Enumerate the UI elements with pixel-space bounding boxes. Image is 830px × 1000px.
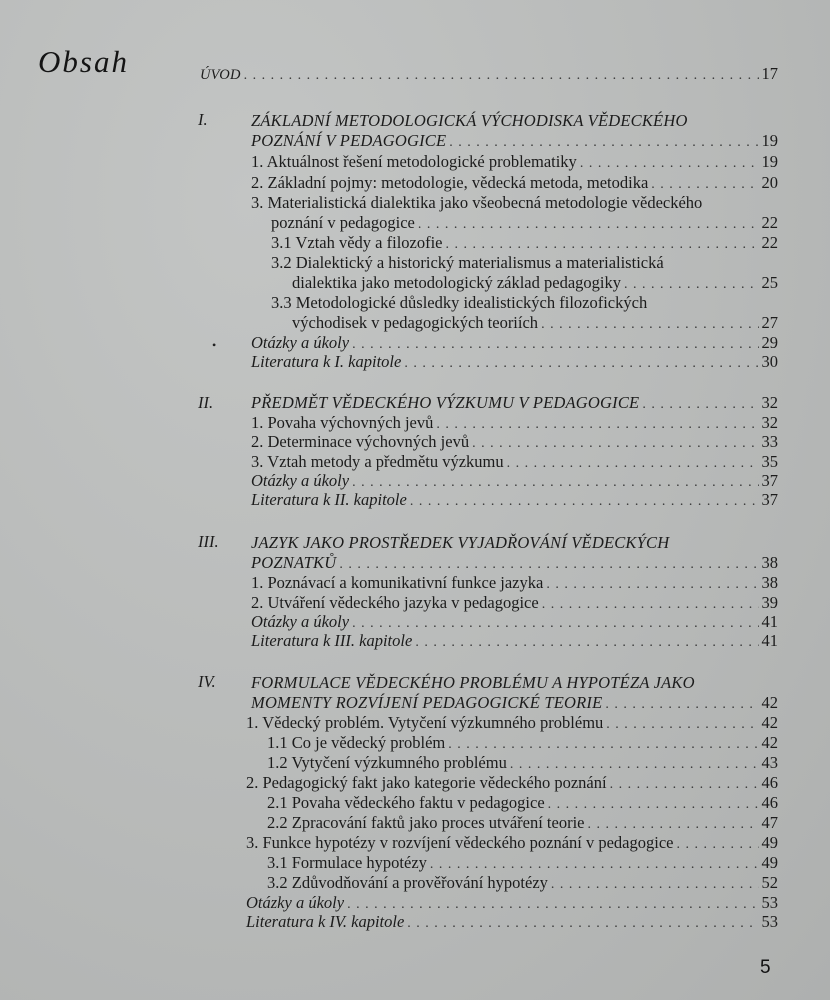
toc-entry-questions[interactable]: [246, 893, 778, 914]
leader-dots: [546, 575, 758, 594]
chapter-numeral: IV.: [198, 672, 216, 691]
leader-dots: [642, 395, 758, 414]
toc-entry[interactable]: [251, 452, 778, 473]
toc-page-number: 17: [761, 64, 778, 83]
toc-page-number: 25: [761, 273, 778, 292]
toc-page-number: 37: [761, 471, 778, 490]
leader-dots: [624, 275, 759, 294]
toc-entry-title: 3.1 Formulace hypotézy: [267, 853, 427, 872]
toc-entry[interactable]: [267, 753, 778, 774]
chapter-title-line: POZNÁNÍ V PEDAGOGICE: [251, 131, 447, 150]
leader-dots: [606, 715, 758, 734]
chapter-numeral: III.: [198, 532, 219, 551]
toc-page-number: 22: [761, 233, 778, 252]
leader-dots: [610, 775, 759, 794]
leader-dots: [449, 133, 758, 152]
toc-page-number: 49: [761, 853, 778, 872]
toc-entry-title: 1. Povaha výchovných jevů: [251, 413, 434, 432]
toc-entry-title: 2.2 Zpracování faktů jako proces utváření teorie: [267, 813, 585, 832]
chapter-title-line: JAZYK JAKO PROSTŘEDEK VYJADŘOVÁNÍ VĚDECKÝCH: [251, 533, 670, 552]
toc-page-number: 41: [761, 631, 778, 650]
toc-entry-title: Otázky a úkoly: [251, 333, 350, 352]
leader-dots: [404, 354, 758, 373]
toc-entry-title: Otázky a úkoly: [251, 471, 350, 490]
toc-entry-intro[interactable]: [200, 64, 778, 85]
toc-entry-title: 1.1 Co je vědecký problém: [267, 733, 446, 752]
toc-entry-literature[interactable]: [251, 631, 778, 652]
toc-page-number: 39: [761, 593, 778, 612]
toc-page-number: 52: [761, 873, 778, 892]
toc-entry-title: Otázky a úkoly: [246, 893, 345, 912]
toc-entry-title: 2.1 Povaha vědeckého faktu v pedagogice: [267, 793, 545, 812]
toc-entry-questions[interactable]: [251, 612, 778, 633]
toc-entry-title: Literatura k I. kapitole: [251, 352, 402, 371]
toc-entry[interactable]: [267, 873, 778, 894]
toc-entry-title-line: 3.3 Metodologické důsledky idealistických filozofických: [271, 293, 648, 312]
toc-page-number: 32: [761, 413, 778, 432]
toc-entry-literature[interactable]: [251, 490, 778, 511]
toc-chapter-2[interactable]: [251, 393, 778, 414]
leader-dots: [448, 735, 758, 754]
toc-entry-questions[interactable]: [251, 471, 778, 492]
stray-mark: •: [212, 338, 217, 352]
toc-page-number: 46: [761, 773, 778, 792]
toc-entry[interactable]: [251, 573, 778, 594]
toc-page-number: 19: [761, 152, 778, 171]
toc-page-number: 53: [761, 912, 778, 931]
toc-entry[interactable]: [246, 713, 778, 734]
leader-dots: [446, 235, 759, 254]
toc-page-number: 43: [761, 753, 778, 772]
leader-dots: [676, 835, 758, 854]
toc-entry[interactable]: [251, 432, 778, 453]
leader-dots: [651, 175, 758, 194]
toc-chapter-3[interactable]: [251, 553, 778, 574]
toc-entry[interactable]: [271, 233, 778, 254]
toc-entry[interactable]: [251, 173, 778, 194]
leader-dots: [551, 875, 759, 894]
toc-entry-title-line: 3. Materialistická dialektika jako všeobecná metodologie vědeckého: [251, 193, 703, 212]
toc-entry-title: 2. Základní pojmy: metodologie, vědecká metoda, metodika: [251, 173, 649, 192]
toc-entry[interactable]: [292, 313, 778, 334]
toc-page-number: 37: [761, 490, 778, 509]
toc-entry-title: Otázky a úkoly: [251, 612, 350, 631]
toc-page-number: 38: [761, 573, 778, 592]
toc-page-number: 27: [761, 313, 778, 332]
toc-page-number: 20: [761, 173, 778, 192]
toc-entry[interactable]: [251, 593, 778, 614]
toc-entry-literature[interactable]: [251, 352, 778, 373]
leader-dots: [510, 755, 759, 774]
toc-page-number: 42: [761, 713, 778, 732]
toc-entry-title: Literatura k III. kapitole: [251, 631, 413, 650]
toc-chapter-1[interactable]: [251, 131, 778, 152]
toc-page-number: 42: [761, 733, 778, 752]
toc-page-number: 30: [761, 352, 778, 371]
toc-entry-title: 1. Poznávací a komunikativní funkce jazyka: [251, 573, 544, 592]
toc-entry[interactable]: [267, 853, 778, 874]
toc-entry-title: 3.2 Zdůvodňování a prověřování hypotézy: [267, 873, 548, 892]
leader-dots: [244, 66, 759, 85]
toc-entry-title: 1. Vědecký problém. Vytyčení výzkumného problému: [246, 713, 604, 732]
leader-dots: [407, 914, 758, 933]
leader-dots: [548, 795, 759, 814]
toc-entry-title: 3. Vztah metody a předmětu výzkumu: [251, 452, 504, 471]
toc-chapter-4[interactable]: [251, 693, 778, 714]
toc-page-number: 19: [761, 131, 778, 150]
page-heading: Obsah: [38, 44, 129, 79]
toc-entry-title: Literatura k IV. kapitole: [246, 912, 405, 931]
leader-dots: [605, 695, 758, 714]
toc-entry-title: východisek v pedagogických teoriích: [292, 313, 539, 332]
toc-entry[interactable]: [267, 793, 778, 814]
toc-page-number: 33: [761, 432, 778, 451]
leader-dots: [410, 492, 759, 511]
leader-dots: [580, 154, 759, 173]
toc-page-number: 22: [761, 213, 778, 232]
toc-entry-questions[interactable]: [251, 333, 778, 354]
toc-entry[interactable]: [251, 413, 778, 434]
toc-page-number: 42: [761, 693, 778, 712]
leader-dots: [430, 855, 759, 874]
chapter-title-line: PŘEDMĚT VĚDECKÉHO VÝZKUMU V PEDAGOGICE: [251, 393, 640, 412]
toc-entry-title: 1.2 Vytyčení výzkumného problému: [267, 753, 507, 772]
toc-entry-title: Literatura k II. kapitole: [251, 490, 407, 509]
toc-entry-title: dialektika jako metodologický základ pedagogiky: [292, 273, 621, 292]
leader-dots: [415, 633, 758, 652]
toc-page-number: 29: [761, 333, 778, 352]
toc-page-number: 46: [761, 793, 778, 812]
leader-dots: [418, 215, 759, 234]
toc-entry[interactable]: [267, 733, 778, 754]
toc-entry-title: 2. Pedagogický fakt jako kategorie vědeckého poznání: [246, 773, 607, 792]
toc-page-number: 49: [761, 833, 778, 852]
toc-entry-literature[interactable]: [246, 912, 778, 933]
toc-entry[interactable]: [246, 833, 778, 854]
leader-dots: [339, 555, 758, 574]
toc-entry[interactable]: [251, 152, 778, 173]
toc-page-number: 35: [761, 452, 778, 471]
chapter-title-line: FORMULACE VĚDECKÉHO PROBLÉMU A HYPOTÉZA JAKO: [251, 673, 695, 692]
chapter-title-line: ZÁKLADNÍ METODOLOGICKÁ VÝCHODISKA VĚDECKÉHO: [251, 111, 688, 130]
chapter-title-line: POZNATKŮ: [251, 553, 337, 572]
toc-entry-title: 3.1 Vztah vědy a filozofie: [271, 233, 443, 252]
toc-page-number: 32: [761, 393, 778, 412]
toc-entry-title: 3. Funkce hypotézy v rozvíjení vědeckého poznání v pedagogice: [246, 833, 674, 852]
toc-entry-title: 2. Determinace výchovných jevů: [251, 432, 470, 451]
toc-page-number: 47: [761, 813, 778, 832]
leader-dots: [541, 315, 758, 334]
toc-entry[interactable]: [267, 813, 778, 834]
toc-entry[interactable]: [246, 773, 778, 794]
toc-entry-title: ÚVOD: [200, 67, 241, 83]
chapter-numeral: II.: [198, 393, 214, 412]
leader-dots: [588, 815, 759, 834]
toc-entry-title: 2. Utváření vědeckého jazyka v pedagogice: [251, 593, 539, 612]
toc-entry-title: poznání v pedagogice: [271, 213, 415, 232]
toc-page-number: 38: [761, 553, 778, 572]
toc-entry[interactable]: [271, 213, 778, 234]
toc-page-number: 41: [761, 612, 778, 631]
toc-entry-title-line: 3.2 Dialektický a historický materialismus a materialistická: [271, 253, 664, 272]
toc-entry[interactable]: [292, 273, 778, 294]
leader-dots: [472, 434, 758, 453]
chapter-title-line: MOMENTY ROZVÍJENÍ PEDAGOGICKÉ TEORIE: [251, 693, 603, 712]
chapter-numeral: I.: [198, 110, 208, 129]
toc-page-number: 53: [761, 893, 778, 912]
toc-entry-title: 1. Aktuálnost řešení metodologické problematiky: [251, 152, 577, 171]
page-number: 5: [760, 957, 771, 978]
